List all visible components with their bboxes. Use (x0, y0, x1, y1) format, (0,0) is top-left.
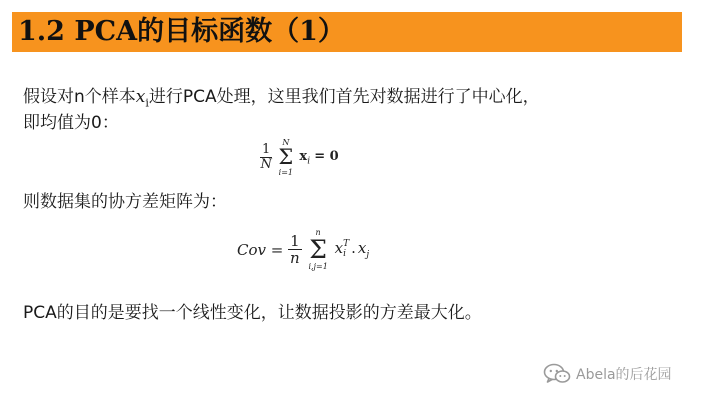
slide-title: 1.2 PCA的目标函数（1） (18, 16, 345, 47)
watermark-text: Abela的后花园 (576, 367, 672, 383)
intro-text-before: 假设对n个样本 (23, 87, 136, 107)
formula-mean-denominator: N (260, 157, 272, 172)
formula-mean-expression (299, 149, 338, 167)
formula-mean-rhs: = 0 (314, 148, 339, 164)
wechat-icon (543, 363, 571, 385)
formula-mean-numerator: 1 (262, 141, 271, 157)
formula-mean-term-sub: i (307, 156, 311, 167)
formula-cov-denominator: n (290, 249, 300, 267)
formula-cov-term1-sup: T (343, 239, 350, 249)
formula-cov-expression (335, 239, 370, 260)
formula-cov-sum-lower: i,j=1 (308, 262, 328, 271)
sample-variable-sub: i (145, 96, 149, 110)
formula-cov-term1-scripts (343, 239, 349, 259)
formula-cov-sigma: Σ (309, 235, 327, 264)
formula-cov-term1-sub: i (343, 249, 346, 259)
formula-cov-lhs: Cov = (237, 240, 284, 259)
formula-mean (260, 138, 339, 177)
formula-mean-sum-lower: i=1 (278, 168, 294, 177)
formula-cov-dot: . (351, 239, 356, 257)
formula-cov-numerator: 1 (290, 231, 300, 250)
formula-mean-sigma: Σ (278, 145, 294, 169)
formula-cov-sum (308, 228, 327, 271)
sample-variable-base: x (135, 87, 146, 107)
formula-cov-term2: x (357, 239, 367, 257)
formula-covariance (237, 228, 369, 271)
formula-mean-sum-upper: N (282, 138, 290, 147)
formula-mean-term: x (299, 148, 308, 164)
formula-cov-fraction (288, 233, 302, 267)
formula-mean-fraction (260, 143, 272, 173)
formula-cov-term2-sub: j (366, 250, 370, 260)
paragraph-covariance: 则数据集的协方差矩阵为： (23, 192, 227, 212)
formula-cov-term1: x (334, 239, 344, 257)
formula-cov-sum-upper: n (315, 228, 321, 237)
watermark (543, 363, 672, 385)
paragraph-objective: PCA的目的是要找一个线性变化，让数据投影的方差最大化。 (23, 303, 482, 323)
intro-text-after: 进行PCA处理，这里我们首先对数据进行了中心化， (148, 87, 540, 107)
paragraph-intro-line2: 即均值为0： (23, 113, 119, 133)
formula-mean-sum (278, 138, 293, 177)
sample-variable (135, 87, 149, 110)
